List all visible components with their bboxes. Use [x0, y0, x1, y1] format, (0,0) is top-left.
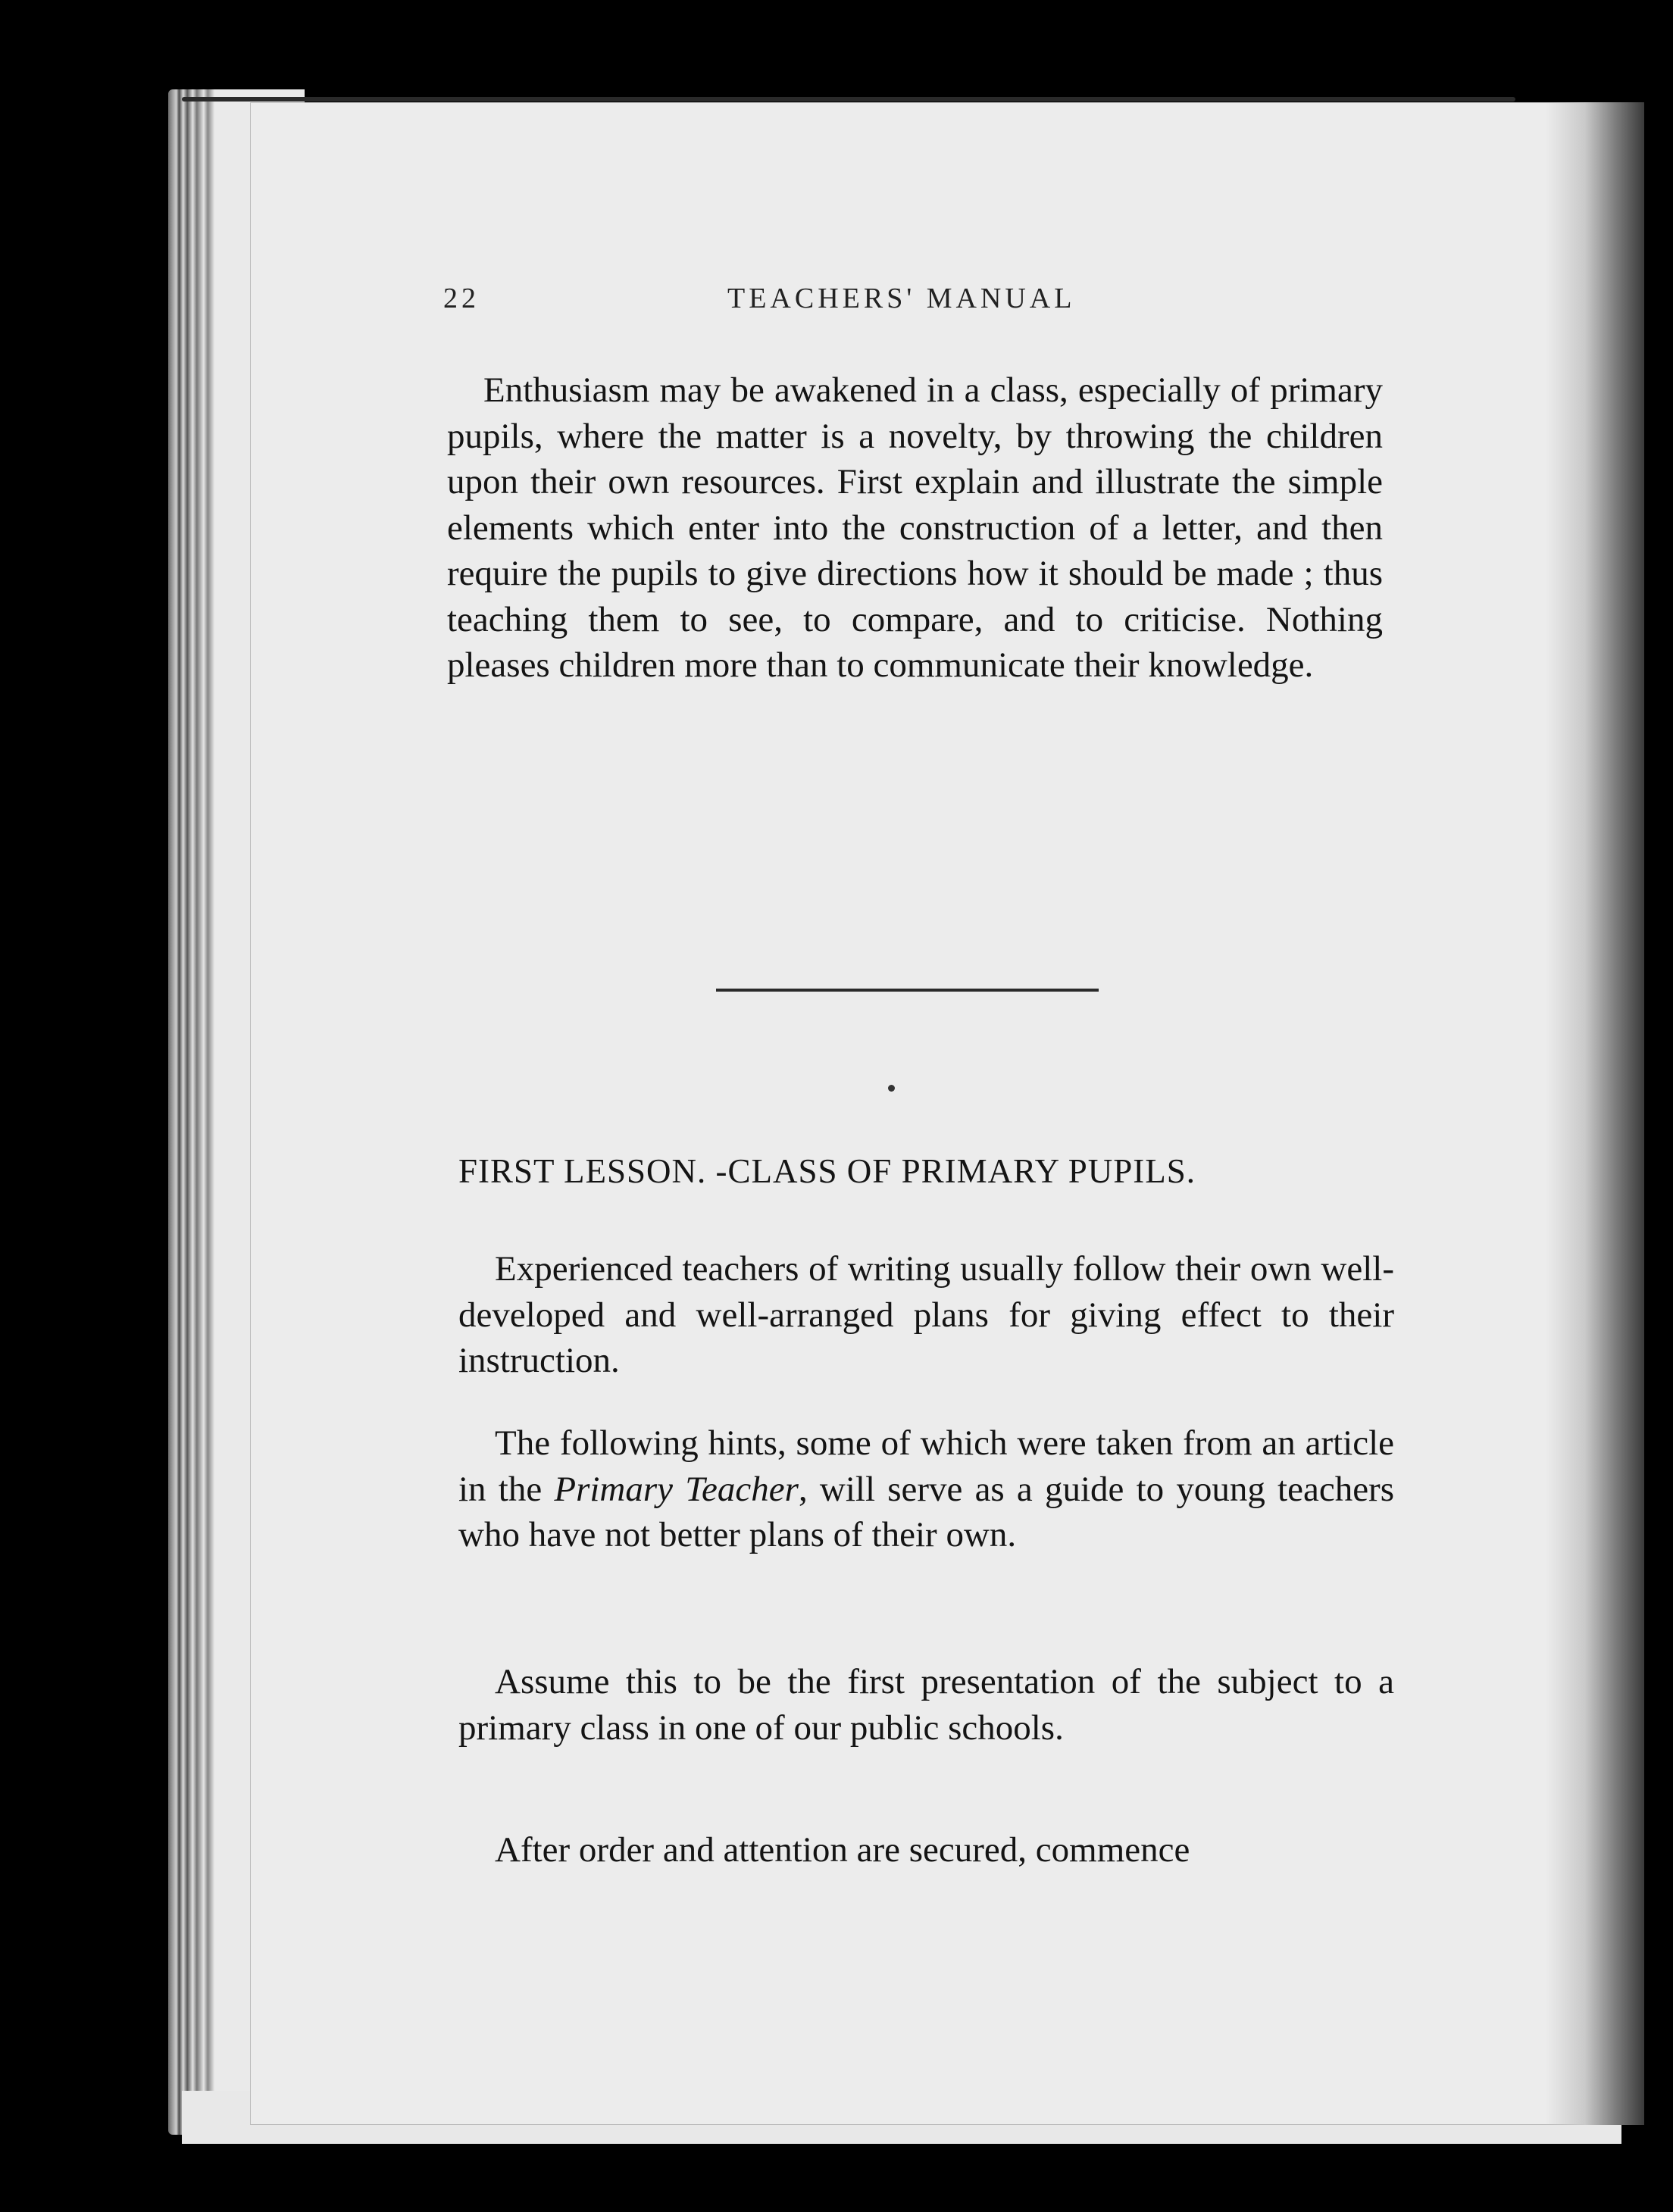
paragraph-assume — [458, 1659, 1394, 1751]
paragraph-after-order — [458, 1827, 1394, 1873]
paragraph-text: Enthusiasm may be awakened in a class, especially of primary pupils, where the matter is a novelty, by throwing the children upon their own resources. First explain and illustrate the simple elements which enter into the construction of a letter, and then require the pupils to give directions how it should be made ; thus teaching them to see, to compare, and to criticise. Nothing pleases children more than to communicate their knowledge. — [447, 370, 1383, 685]
top-rule — [182, 97, 1515, 102]
section-divider — [716, 989, 1099, 992]
text-run: The following hints, some of which were taken from an article in the — [458, 1423, 1394, 1509]
paragraph-experienced — [458, 1246, 1394, 1384]
running-title: TEACHERS' MANUAL — [727, 283, 1076, 314]
italic-title: Primary Teacher — [554, 1469, 799, 1509]
paragraph-text: Assume this to be the first presentation of the subject to a primary class in one of our public schools. — [458, 1662, 1394, 1748]
paragraph-hints — [458, 1420, 1394, 1558]
paragraph-text: After order and attention are secured, commence — [495, 1830, 1190, 1870]
running-head — [443, 282, 1421, 327]
paragraph-text — [458, 1420, 1394, 1558]
paragraph-text: Experienced teachers of writing usually follow their own well-developed and well-arranged plans for giving effect to their instruction. — [458, 1249, 1394, 1380]
page-number: 22 — [443, 283, 480, 314]
speck-dot — [888, 1085, 895, 1092]
paragraph-enthusiasm — [447, 367, 1383, 689]
section-heading: FIRST LESSON. -CLASS OF PRIMARY PUPILS. — [458, 1152, 1196, 1190]
text-run: , will serve as a guide to young teachers who have not better plans of their own. — [458, 1469, 1394, 1554]
